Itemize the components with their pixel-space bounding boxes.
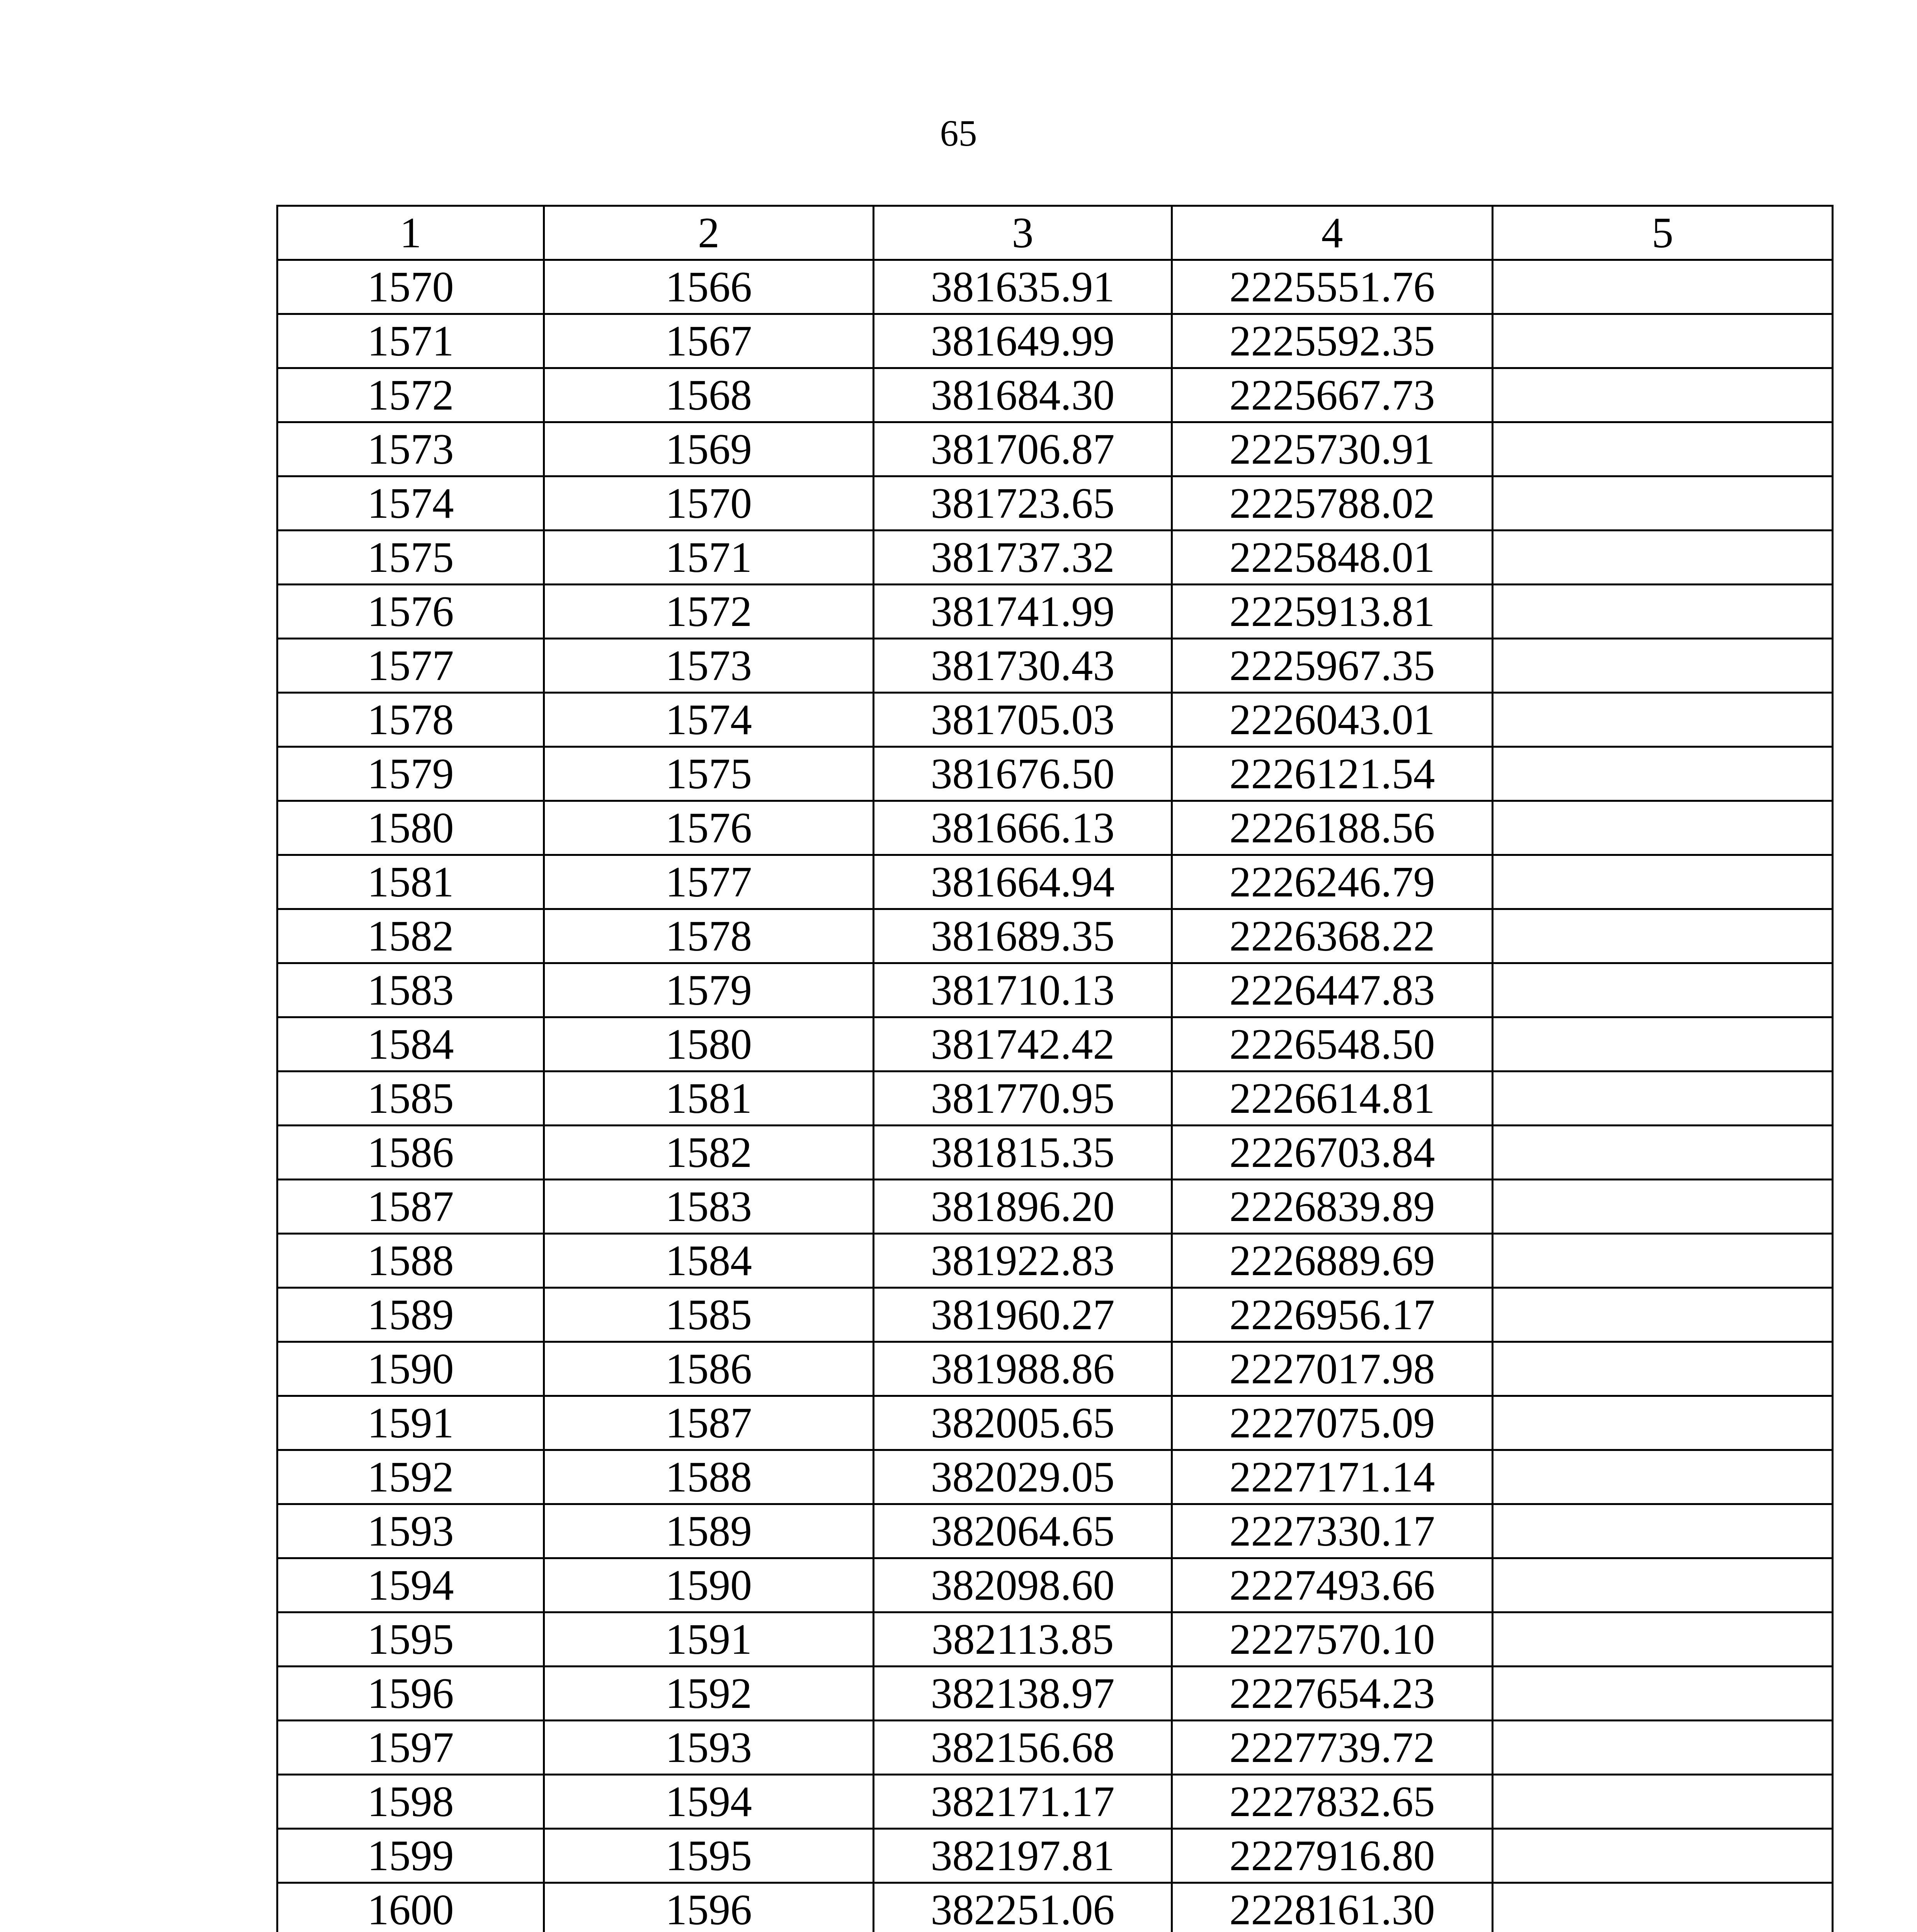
table-cell-col-4: 2225667.73 <box>1172 368 1493 422</box>
header-cell: 3 <box>874 206 1172 260</box>
table-cell-col-4: 2226956.17 <box>1172 1288 1493 1342</box>
table-cell-col-4: 2226447.83 <box>1172 963 1493 1017</box>
table-cell-col-3: 381737.32 <box>874 531 1172 585</box>
table-row <box>277 1396 1833 1450</box>
table-row <box>277 1612 1833 1667</box>
table-cell-col-1: 1583 <box>277 963 544 1017</box>
table-cell-col-4: 2227493.66 <box>1172 1558 1493 1612</box>
table-cell-col-2: 1584 <box>544 1234 874 1288</box>
table-cell-col-1: 1600 <box>277 1883 544 1932</box>
table-cell-col-4: 2227832.65 <box>1172 1775 1493 1829</box>
table-cell-col-1: 1584 <box>277 1017 544 1071</box>
table-cell-col-1: 1593 <box>277 1504 544 1558</box>
table-cell-col-3: 382113.85 <box>874 1612 1172 1667</box>
table-cell-col-3: 381705.03 <box>874 693 1172 747</box>
table-cell-col-3: 382156.68 <box>874 1721 1172 1775</box>
table-row <box>277 422 1833 476</box>
table-cell-col-5 <box>1493 476 1833 531</box>
table-cell-col-2: 1585 <box>544 1288 874 1342</box>
table-cell-col-1: 1587 <box>277 1180 544 1234</box>
table-cell-col-2: 1582 <box>544 1126 874 1180</box>
table-cell-col-3: 382005.65 <box>874 1396 1172 1450</box>
page-number: 65 <box>940 112 977 154</box>
table-row <box>277 693 1833 747</box>
table-cell-col-4: 2227075.09 <box>1172 1396 1493 1450</box>
table-cell-col-5 <box>1493 1504 1833 1558</box>
table-cell-col-1: 1585 <box>277 1071 544 1126</box>
table-row <box>277 801 1833 855</box>
table-cell-col-2: 1566 <box>544 260 874 314</box>
table-cell-col-1: 1594 <box>277 1558 544 1612</box>
table-cell-col-2: 1568 <box>544 368 874 422</box>
table-cell-col-2: 1576 <box>544 801 874 855</box>
table-cell-col-4: 2226043.01 <box>1172 693 1493 747</box>
table-cell-col-3: 381649.99 <box>874 314 1172 368</box>
table-cell-col-3: 381706.87 <box>874 422 1172 476</box>
table-row <box>277 585 1833 639</box>
table-cell-col-3: 382138.97 <box>874 1667 1172 1721</box>
table-cell-col-3: 382171.17 <box>874 1775 1172 1829</box>
table-cell-col-5 <box>1493 963 1833 1017</box>
table-cell-col-3: 382251.06 <box>874 1883 1172 1932</box>
table-cell-col-4: 2225592.35 <box>1172 314 1493 368</box>
table-cell-col-1: 1575 <box>277 531 544 585</box>
table-cell-col-2: 1569 <box>544 422 874 476</box>
table-row <box>277 963 1833 1017</box>
table-cell-col-1: 1573 <box>277 422 544 476</box>
table-cell-col-4: 2226889.69 <box>1172 1234 1493 1288</box>
table-row <box>277 1721 1833 1775</box>
table-cell-col-1: 1579 <box>277 747 544 801</box>
table-cell-col-3: 382029.05 <box>874 1450 1172 1504</box>
table-cell-col-4: 2228161.30 <box>1172 1883 1493 1932</box>
table-cell-col-2: 1588 <box>544 1450 874 1504</box>
table-cell-col-2: 1586 <box>544 1342 874 1396</box>
table-cell-col-5 <box>1493 1558 1833 1612</box>
table-row <box>277 909 1833 963</box>
coordinates-table <box>276 205 1834 1932</box>
table-row <box>277 1450 1833 1504</box>
table-cell-col-1: 1590 <box>277 1342 544 1396</box>
table-cell-col-4: 2225551.76 <box>1172 260 1493 314</box>
table-row <box>277 1775 1833 1829</box>
table-cell-col-4: 2226188.56 <box>1172 801 1493 855</box>
table-cell-col-5 <box>1493 1775 1833 1829</box>
table-cell-col-2: 1594 <box>544 1775 874 1829</box>
table-cell-col-2: 1575 <box>544 747 874 801</box>
table-cell-col-4: 2225788.02 <box>1172 476 1493 531</box>
table-cell-col-3: 381723.65 <box>874 476 1172 531</box>
table-cell-col-3: 381689.35 <box>874 909 1172 963</box>
table-cell-col-5 <box>1493 1450 1833 1504</box>
table-cell-col-4: 2226548.50 <box>1172 1017 1493 1071</box>
table-row <box>277 1829 1833 1883</box>
table-cell-col-2: 1574 <box>544 693 874 747</box>
table-row <box>277 476 1833 531</box>
table-row <box>277 855 1833 909</box>
table-cell-col-5 <box>1493 909 1833 963</box>
table-cell-col-3: 381922.83 <box>874 1234 1172 1288</box>
table-cell-col-3: 381676.50 <box>874 747 1172 801</box>
table-cell-col-4: 2227916.80 <box>1172 1829 1493 1883</box>
table-cell-col-5 <box>1493 693 1833 747</box>
table-cell-col-5 <box>1493 1883 1833 1932</box>
header-cell: 2 <box>544 206 874 260</box>
table-cell-col-5 <box>1493 855 1833 909</box>
table-row <box>277 1180 1833 1234</box>
table-cell-col-4: 2226703.84 <box>1172 1126 1493 1180</box>
table-cell-col-1: 1570 <box>277 260 544 314</box>
table-cell-col-5 <box>1493 1342 1833 1396</box>
table-cell-col-1: 1571 <box>277 314 544 368</box>
table-row <box>277 1504 1833 1558</box>
table-row <box>277 1667 1833 1721</box>
table-cell-col-2: 1578 <box>544 909 874 963</box>
table-cell-col-3: 381664.94 <box>874 855 1172 909</box>
table-cell-col-4: 2226121.54 <box>1172 747 1493 801</box>
table-cell-col-1: 1596 <box>277 1667 544 1721</box>
table-cell-col-5 <box>1493 368 1833 422</box>
table-cell-col-4: 2227654.23 <box>1172 1667 1493 1721</box>
table-cell-col-5 <box>1493 314 1833 368</box>
table-cell-col-2: 1589 <box>544 1504 874 1558</box>
table-cell-col-5 <box>1493 1234 1833 1288</box>
table-cell-col-1: 1581 <box>277 855 544 909</box>
table-row <box>277 639 1833 693</box>
table-cell-col-1: 1588 <box>277 1234 544 1288</box>
table-cell-col-1: 1572 <box>277 368 544 422</box>
table-cell-col-1: 1578 <box>277 693 544 747</box>
table-cell-col-4: 2227171.14 <box>1172 1450 1493 1504</box>
table-row <box>277 1288 1833 1342</box>
table-cell-col-5 <box>1493 1667 1833 1721</box>
table-cell-col-5 <box>1493 801 1833 855</box>
table-row <box>277 1342 1833 1396</box>
table-cell-col-1: 1595 <box>277 1612 544 1667</box>
table-cell-col-1: 1574 <box>277 476 544 531</box>
table-cell-col-4: 2227570.10 <box>1172 1612 1493 1667</box>
table-cell-col-2: 1593 <box>544 1721 874 1775</box>
header-cell: 4 <box>1172 206 1493 260</box>
table-row <box>277 531 1833 585</box>
table-cell-col-5 <box>1493 1721 1833 1775</box>
header-cell: 1 <box>277 206 544 260</box>
table-row <box>277 747 1833 801</box>
table-cell-col-2: 1580 <box>544 1017 874 1071</box>
table-cell-col-1: 1576 <box>277 585 544 639</box>
table-cell-col-3: 381710.13 <box>874 963 1172 1017</box>
table-cell-col-1: 1591 <box>277 1396 544 1450</box>
table-cell-col-4: 2227330.17 <box>1172 1504 1493 1558</box>
table-row <box>277 1126 1833 1180</box>
table-cell-col-5 <box>1493 1126 1833 1180</box>
table-cell-col-4: 2225848.01 <box>1172 531 1493 585</box>
table-cell-col-3: 381815.35 <box>874 1126 1172 1180</box>
table-cell-col-1: 1580 <box>277 801 544 855</box>
table-row <box>277 1883 1833 1932</box>
table-cell-col-5 <box>1493 639 1833 693</box>
table-cell-col-5 <box>1493 1288 1833 1342</box>
table-cell-col-2: 1571 <box>544 531 874 585</box>
table-cell-col-2: 1596 <box>544 1883 874 1932</box>
table-cell-col-5 <box>1493 260 1833 314</box>
table-cell-col-1: 1577 <box>277 639 544 693</box>
header-cell: 5 <box>1493 206 1833 260</box>
table-cell-col-4: 2225967.35 <box>1172 639 1493 693</box>
table-cell-col-2: 1581 <box>544 1071 874 1126</box>
table-row <box>277 1071 1833 1126</box>
table-cell-col-5 <box>1493 1612 1833 1667</box>
table-cell-col-2: 1570 <box>544 476 874 531</box>
table-cell-col-4: 2225913.81 <box>1172 585 1493 639</box>
table-cell-col-1: 1582 <box>277 909 544 963</box>
table-cell-col-4: 2226614.81 <box>1172 1071 1493 1126</box>
table-cell-col-3: 381741.99 <box>874 585 1172 639</box>
table-row <box>277 1558 1833 1612</box>
table-row <box>277 260 1833 314</box>
table-cell-col-2: 1591 <box>544 1612 874 1667</box>
table-row <box>277 314 1833 368</box>
table-cell-col-2: 1592 <box>544 1667 874 1721</box>
table-cell-col-3: 381960.27 <box>874 1288 1172 1342</box>
table-cell-col-1: 1597 <box>277 1721 544 1775</box>
header-row <box>277 206 1833 260</box>
table-cell-col-3: 381770.95 <box>874 1071 1172 1126</box>
table-cell-col-5 <box>1493 1829 1833 1883</box>
table-cell-col-5 <box>1493 1180 1833 1234</box>
table-cell-col-4: 2226839.89 <box>1172 1180 1493 1234</box>
table-cell-col-3: 381988.86 <box>874 1342 1172 1396</box>
table-cell-col-3: 381635.91 <box>874 260 1172 314</box>
table-cell-col-2: 1590 <box>544 1558 874 1612</box>
table-cell-col-3: 381684.30 <box>874 368 1172 422</box>
table-cell-col-2: 1567 <box>544 314 874 368</box>
table-cell-col-1: 1589 <box>277 1288 544 1342</box>
table-cell-col-3: 382197.81 <box>874 1829 1172 1883</box>
table-cell-col-2: 1579 <box>544 963 874 1017</box>
table-cell-col-3: 382064.65 <box>874 1504 1172 1558</box>
table-cell-col-5 <box>1493 422 1833 476</box>
table-body <box>277 260 1833 1932</box>
table-cell-col-1: 1592 <box>277 1450 544 1504</box>
table-cell-col-5 <box>1493 1396 1833 1450</box>
table-cell-col-3: 381896.20 <box>874 1180 1172 1234</box>
table-cell-col-2: 1587 <box>544 1396 874 1450</box>
table-cell-col-3: 382098.60 <box>874 1558 1172 1612</box>
table-row <box>277 1234 1833 1288</box>
table-cell-col-2: 1583 <box>544 1180 874 1234</box>
table-cell-col-4: 2226368.22 <box>1172 909 1493 963</box>
table-cell-col-4: 2227739.72 <box>1172 1721 1493 1775</box>
table-cell-col-2: 1595 <box>544 1829 874 1883</box>
table-cell-col-1: 1586 <box>277 1126 544 1180</box>
table-cell-col-5 <box>1493 1017 1833 1071</box>
table-row <box>277 1017 1833 1071</box>
table-cell-col-2: 1573 <box>544 639 874 693</box>
table-cell-col-5 <box>1493 585 1833 639</box>
table-row <box>277 368 1833 422</box>
table-cell-col-3: 381742.42 <box>874 1017 1172 1071</box>
table-cell-col-4: 2227017.98 <box>1172 1342 1493 1396</box>
table-cell-col-1: 1598 <box>277 1775 544 1829</box>
table-cell-col-2: 1572 <box>544 585 874 639</box>
table-cell-col-5 <box>1493 531 1833 585</box>
table-cell-col-5 <box>1493 1071 1833 1126</box>
table-cell-col-5 <box>1493 747 1833 801</box>
table-cell-col-3: 381666.13 <box>874 801 1172 855</box>
table-cell-col-1: 1599 <box>277 1829 544 1883</box>
table-cell-col-4: 2225730.91 <box>1172 422 1493 476</box>
table-cell-col-4: 2226246.79 <box>1172 855 1493 909</box>
table-cell-col-2: 1577 <box>544 855 874 909</box>
table-header <box>277 206 1833 260</box>
table-cell-col-3: 381730.43 <box>874 639 1172 693</box>
